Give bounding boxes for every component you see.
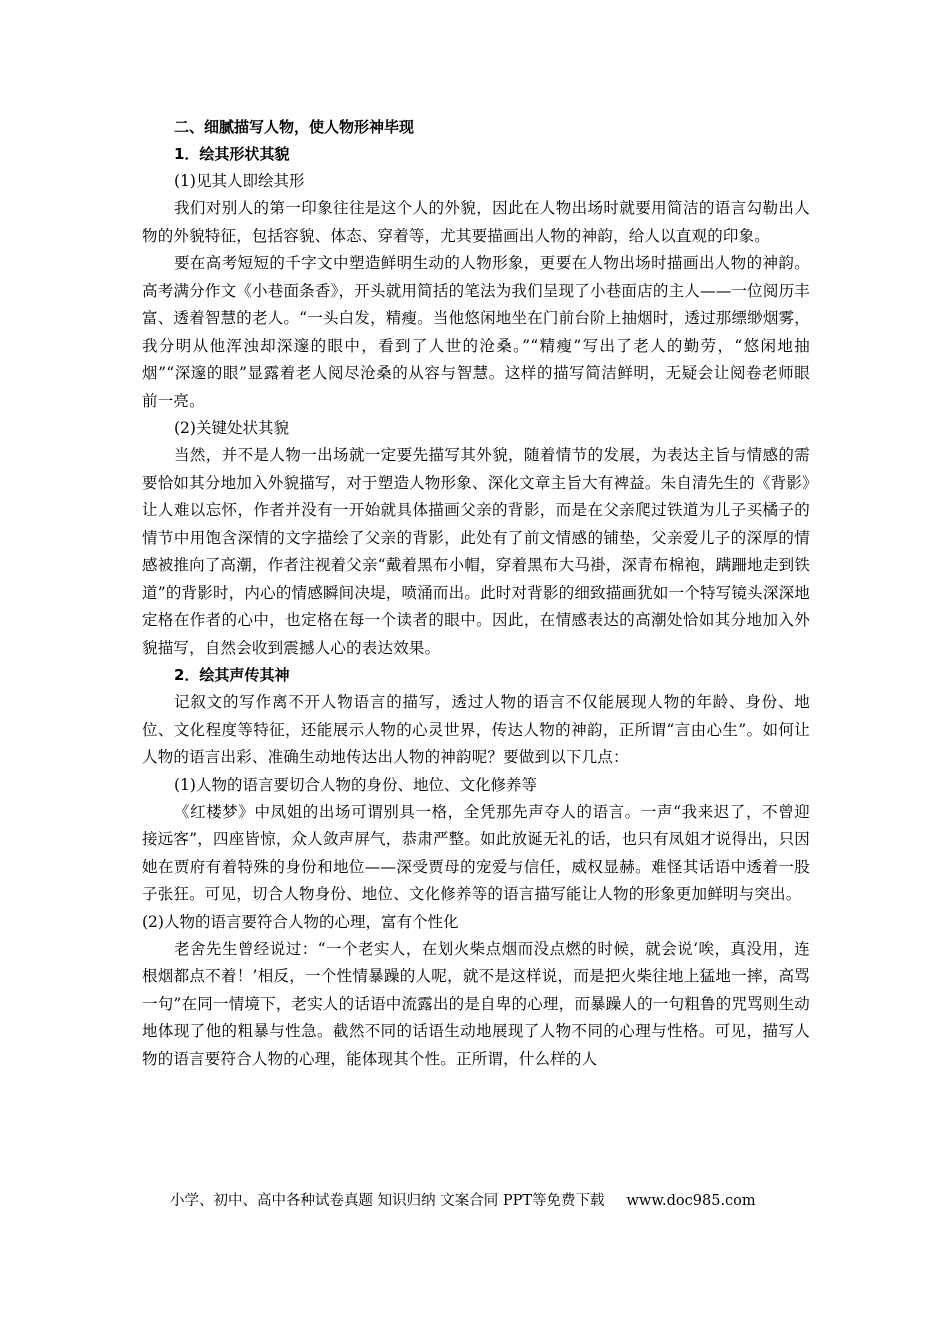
paragraph: 我们对别人的第一印象往往是这个人的外貌，因此在人物出场时就要用简洁的语言勾勒出人物的外貌特征，包括容貌、体态、穿着等，尤其要描画出人物的神韵，给人以直观的印象。 bbox=[142, 199, 810, 245]
paragraph: 老舍先生曾经说过：“一个老实人，在划火柴点烟而没点燃的时候，就会说‘唉，真没用，连根烟都点不着！’相反，一个性情暴躁的人呢，就不是这样说，而是把火柴往地上猛地一摔，高骂一句”在同一情境下，老实人的话语中流露出的是自卑的心理，而暴躁人的一句粗鲁的咒骂则生动地体现了他的粗暴与性急。截然不同的话语生动地展现了人物不同的心理与性格。可见，描写人物的语言要符合人物的心理，能体现其个性。正所谓，什么样的人 bbox=[142, 939, 810, 1068]
subheading-2-1: (1)人物的语言要切合人物的身份、地位、文化修养等 bbox=[174, 775, 537, 794]
heading-part2: 2．绘其声传其神 bbox=[174, 666, 290, 684]
subheading-1-1: (1)见其人即绘其形 bbox=[174, 172, 305, 190]
paragraph: 要在高考短短的千字文中塑造鲜明生动的人物形象，更要在人物出场时描画出人物的神韵。高考满分作文《小巷面条香》，开头就用简括的笔法为我们呈现了小巷面店的主人——一位阅历丰富、透着智慧的老人。“一头白发，精瘦。当他悠闲地坐在门前台阶上抽烟时，透过那缥缈烟雾，我分明从他浑浊却深邃的眼中，看到了人世的沧桑。”“精瘦”写出了老人的勤劳，“悠闲地抽烟”“深邃的眼”显露着老人阅尽沧桑的从容与智慧。这样的描写简洁鲜明，无疑会让阅卷老师眼前一亮。 bbox=[142, 254, 810, 410]
section-title: 二、细腻描写人物，使人物形神毕现 bbox=[174, 118, 415, 136]
paragraph: 记叙文的写作离不开人物语言的描写，透过人物的语言不仅能展现人物的年龄、身份、地位、文化程度等特征，还能展示人物的心灵世界，传达人物的神韵，正所谓“言由心生”。如何让人物的语言出彩、准确生动地传达出人物的神韵呢？要做到以下几点： bbox=[142, 693, 810, 766]
paragraph: 当然，并不是人物一出场就一定要先描写其外貌，随着情节的发展，为表达主旨与情感的需要恰如其分地加入外貌描写，对于塑造人物形象、深化文章主旨大有裨益。朱自清先生的《背影》让人难以忘怀，作者并没有一开始就具体描画父亲的背影，而是在父亲爬过铁道为儿子买橘子的情节中用饱含深情的文字描绘了父亲的背影，此处有了前文情感的铺垫，父亲爱儿子的深厚的情感被推向了高潮，作者注视着父亲“戴着黑布小帽，穿着黑布大马褂，深青布棉袍，蹒跚地走到铁道”的背影时，内心的情感瞬间决堤，喷涌而出。此时对背影的细致描画犹如一个特写镜头深深地定格在作者的心中，也定格在每一个读者的眼中。因此，在情感表达的高潮处恰如其分地加入外貌描写，自然会收到震撼人心的表达效果。 bbox=[142, 446, 810, 657]
footer-url: www.doc985.com bbox=[626, 1193, 756, 1209]
footer-text: 小学、初中、高中各种试卷真题 知识归纳 文案合同 PPT等免费下载 bbox=[170, 1193, 605, 1209]
heading-part1: 1．绘其形状其貌 bbox=[174, 145, 290, 163]
subheading-1-2: (2)关键处状其貌 bbox=[174, 419, 289, 437]
paragraph: 《红楼梦》中凤姐的出场可谓别具一格，全凭那先声夺人的语言。一声“我来迟了，不曾迎接远客”，四座皆惊，众人敛声屏气，恭肃严整。如此放诞无礼的话，也只有凤姐才说得出，只因她在贾府有着特殊的身份和地位——深受贾母的宠爱与信任，威权显赫。难怪其话语中透着一股子张狂。可见，切合人物身份、地位、文化修养等的语言描写能让人物的形象更加鲜明与突出。 bbox=[142, 802, 810, 903]
page-footer bbox=[170, 1189, 810, 1210]
article-body bbox=[142, 114, 810, 1073]
subheading-2-2: (2)人物的语言要符合人物的心理，富有个性化 bbox=[142, 912, 459, 931]
